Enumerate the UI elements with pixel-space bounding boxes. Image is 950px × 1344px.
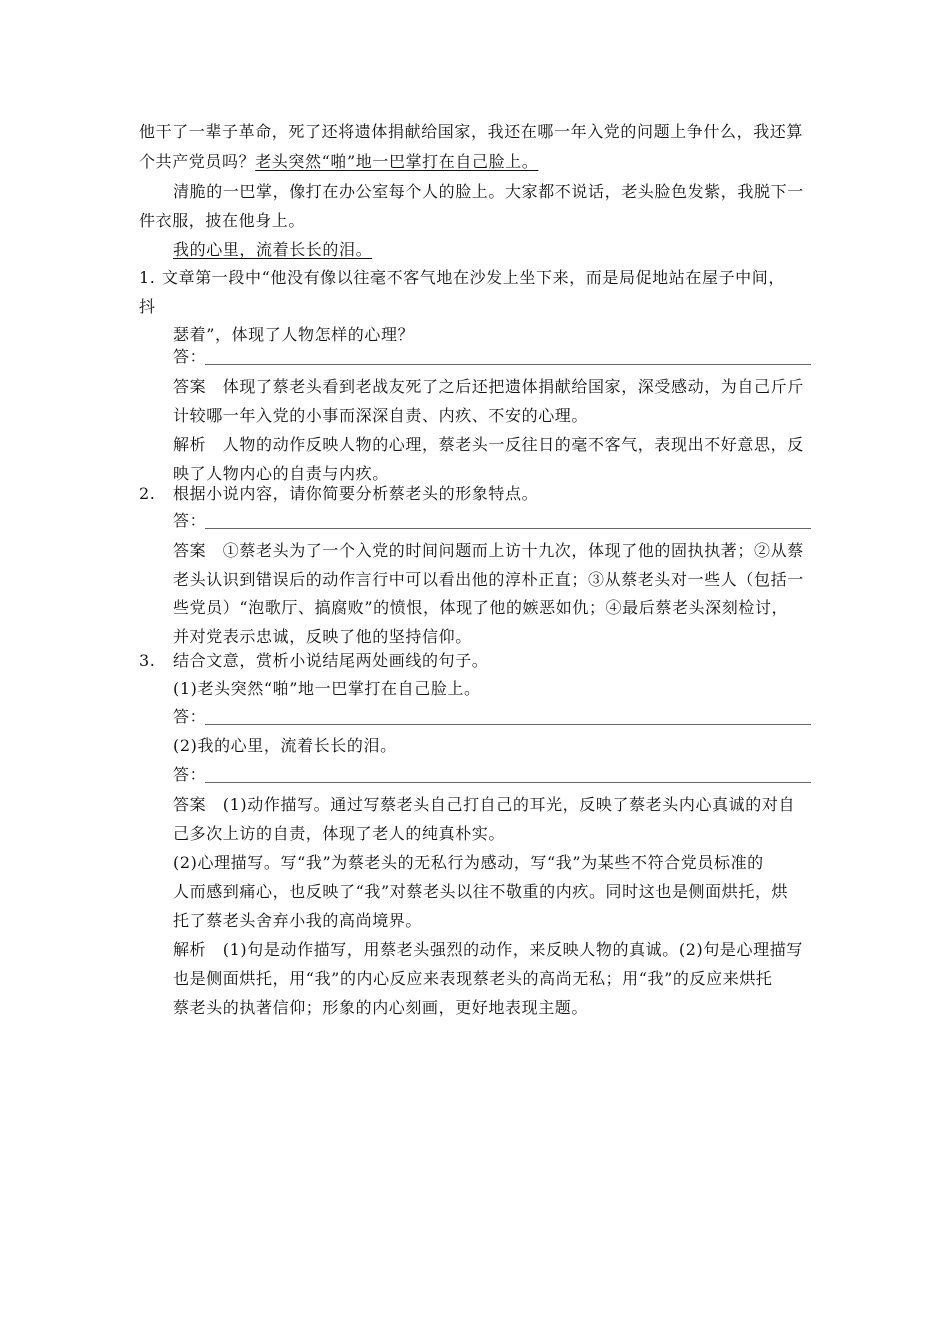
- answer-label: 答：: [173, 511, 207, 530]
- question-3-text: 结合文意，赏析小说结尾两处画线的句子。: [173, 651, 489, 670]
- analysis: 映了人物内心的自责与内疚。: [173, 464, 389, 483]
- passage-line: 件衣服，披在他身上。: [139, 211, 306, 230]
- analysis: 蔡老头的执著信仰；形象的内心刻画，更好地表现主题。: [173, 998, 589, 1017]
- analysis: 解析 (1)句是动作描写，用蔡老头强烈的动作，来反映人物的真诚。(2)句是心理描写: [173, 940, 803, 959]
- answer-key: 答案 ①蔡老头为了一个入党的时间问题而上访十九次，体现了他的固执执著；②从蔡: [173, 541, 804, 560]
- question-2-number: 2.: [139, 484, 156, 503]
- answer-key: 答案 体现了蔡老头看到老战友死了之后还把遗体捐献给国家，深受感动，为自己斤斤: [173, 377, 804, 396]
- passage-text: 个共产党员吗？: [139, 152, 256, 171]
- question-1-number: 1.: [139, 268, 156, 287]
- sub-question-1: (1)老头突然“啪”地一巴掌打在自己脸上。: [173, 679, 481, 698]
- answer-blank-line: [205, 782, 811, 783]
- answer-key: 托了蔡老头舍弃小我的高尚境界。: [173, 911, 423, 930]
- passage-line: 清脆的一巴掌，像打在办公室每个人的脸上。大家都不说话，老头脸色发紫，我脱下一: [173, 182, 804, 201]
- answer-key: 人而感到痛心，也反映了“我”对蔡老头以往不敬重的内疚。同时这也是侧面烘托，烘: [173, 882, 789, 901]
- underlined-sentence-2: 我的心里，流着长长的泪。: [173, 240, 373, 259]
- answer-blank-line: [205, 364, 811, 365]
- answer-label: 答：: [173, 765, 207, 784]
- question-3-number: 3.: [139, 651, 156, 670]
- answer-label: 答：: [173, 347, 207, 366]
- passage-line: 他干了一辈子革命，死了还将遗体捐献给国家，我还在哪一年入党的问题上争什么，我还算: [139, 122, 804, 141]
- answer-key: (2)心理描写。写“我”为蔡老头的无私行为感动，写“我”为某些不符合党员标准的: [173, 853, 764, 872]
- answer-key: 老头认识到错误后的动作言行中可以看出他的淳朴正直；③从蔡老头对一些人（包括一: [173, 570, 804, 589]
- underlined-sentence-1: 老头突然“啪”地一巴掌打在自己脸上。: [255, 152, 539, 171]
- answer-key: 并对党表示忠诚，反映了他的坚持信仰。: [173, 627, 472, 646]
- answer-key: 些党员）“泡歌厅、搞腐败”的愤恨，体现了他的嫉恶如仇；④最后蔡老头深刻检讨，: [173, 598, 789, 617]
- answer-key: 计较哪一年入党的小事而深深自责、内疚、不安的心理。: [173, 406, 589, 425]
- answer-key: 己多次上访的自责，体现了老人的纯真朴实。: [173, 824, 506, 843]
- question-2-text: 根据小说内容，请你简要分析蔡老头的形象特点。: [173, 484, 539, 503]
- analysis: 也是侧面烘托，用“我”的内心反应来表现蔡老头的高尚无私；用“我”的反应来烘托: [173, 969, 773, 988]
- question-1-text: 文章第一段中“他没有像以往毫不客气地在沙发上坐下来，而是局促地站在屋子中间，: [162, 268, 785, 287]
- sub-question-2: (2)我的心里，流着长长的泪。: [173, 736, 397, 755]
- analysis: 解析 人物的动作反映人物的心理，蔡老头一反往日的毫不客气，表现出不好意思，反: [173, 435, 804, 454]
- answer-label: 答：: [173, 707, 207, 726]
- answer-key: 答案 (1)动作描写。通过写蔡老头自己打自己的耳光，反映了蔡老头内心真诚的对自: [173, 795, 796, 814]
- question-1-text: 瑟着”，体现了人物怎样的心理？: [173, 325, 415, 344]
- question-1-text: 抖: [139, 297, 156, 316]
- answer-blank-line: [205, 528, 811, 529]
- answer-blank-line: [205, 724, 811, 725]
- passage-line: [139, 152, 538, 172]
